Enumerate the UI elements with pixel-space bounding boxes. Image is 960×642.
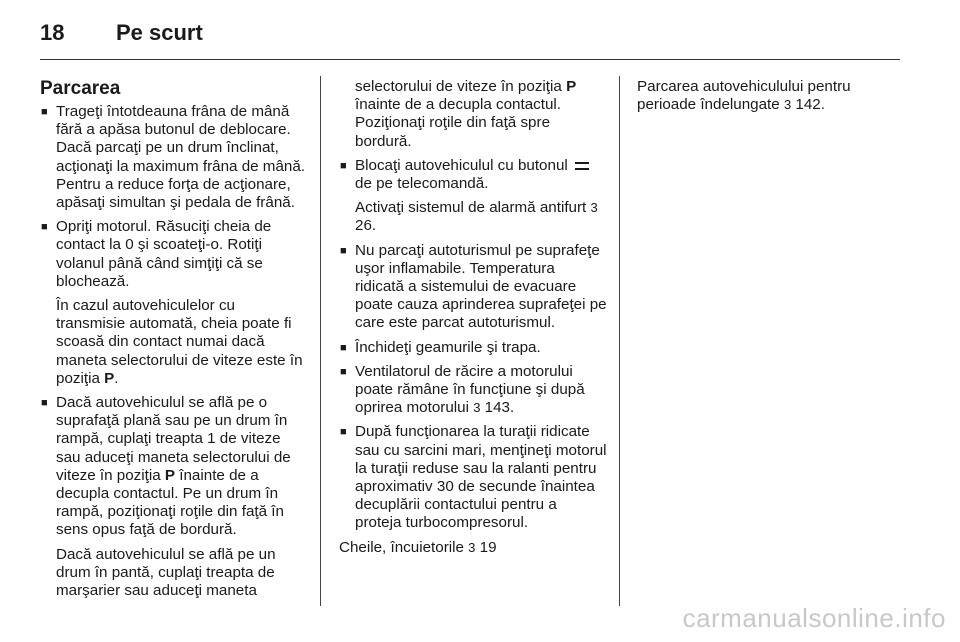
page-reference[interactable]: 143. — [484, 399, 515, 417]
lock-button-icon — [575, 162, 589, 170]
page-ref-arrow-icon: 3 — [590, 200, 598, 216]
bullet-handbrake: ■ Trageţi întotdeauna frâna de mână fără a apăsa butonul de deblocare. Dacă parcaţi pe un drum înclinat, acţionaţi la maximum frâna de mână. Pentru a reduce forţa de acţionare, apăsaţi simultan şi pedala de frână. — [40, 103, 308, 212]
column-divider-1 — [320, 76, 321, 606]
note-automatic-transmission: În cazul autovehiculelor cu transmisie automată, cheia poate fi scoasă din contact numai dacă maneta selectorului de viteze este în poziţia P. — [56, 297, 303, 387]
page-number: 18 — [40, 20, 65, 45]
column-3 — [637, 78, 905, 120]
page-ref-arrow-icon: 3 — [473, 400, 481, 416]
bullet-lock-vehicle: ■ Blocaţi autovehiculul cu butonul de pe telecomandă. — [339, 157, 607, 193]
page-ref-arrow-icon: 3 — [783, 97, 792, 113]
header-divider — [40, 59, 900, 60]
cross-reference-keys: Cheile, încuietorile 3 19 — [339, 538, 497, 556]
continued-text: selectorului de viteze în poziţia P înainte de a decupla contactul. Poziţionaţi roţile din faţă spre bordură. — [355, 78, 577, 150]
page-ref-arrow-icon: 3 — [468, 539, 476, 555]
bullet-flat-or-uphill: ■ Dacă autovehiculul se află pe o suprafaţă plană sau pe un drum în rampă, cuplaţi treapta 1 de viteze sau aduceţi maneta selectorului de viteze în poziţia P înainte de a decupla contactul. Pe un drum în rampă, poziţionaţi roţile din faţă în sens opus faţă de bordură. — [40, 394, 308, 540]
section-heading: Parcarea — [40, 78, 121, 99]
bullet-flammable-surfaces: ■ Nu parcaţi autoturismul pe suprafeţe uşor inflamabile. Temperatura ridicată a sistemului de evacuare poate cauza aprinderea suprafeţei pe care este parcat autoturismul. — [339, 242, 607, 333]
page-header — [40, 20, 203, 50]
page-title: Pe scurt — [116, 20, 203, 45]
page-reference[interactable]: 26. — [355, 217, 377, 235]
bullet-stop-engine: ■ Opriţi motorul. Răsuciţi cheia de contact la 0 şi scoateţi-o. Rotiţi volanul până când simţiţi că se blochează. — [40, 218, 308, 291]
column-1 — [40, 78, 308, 606]
page-reference[interactable]: 142. — [795, 96, 825, 114]
page-reference[interactable]: 19 — [479, 538, 497, 556]
note-anti-theft-alarm: Activaţi sistemul de alarmă antifurt 3 26. — [355, 199, 598, 235]
column-divider-2 — [619, 76, 620, 606]
watermark: carmanualsonline.info — [682, 603, 946, 633]
bullet-cooling-fan: ■ Ventilatorul de răcire a motorului poate rămâne în funcţiune şi după oprirea motorului 3 143. — [339, 363, 607, 418]
column-2 — [339, 78, 607, 563]
bullet-close-windows: ■ Închideţi geamurile şi trapa. — [339, 339, 607, 357]
bullet-turbocharger: ■ După funcţionarea la turaţii ridicate sau cu sarcini mari, menţineţi motorul la turaţii reduse sau la ralanti pentru aproximativ 30 de secunde înaintea decuplării contactului pentru a proteja turbocompresorul. — [339, 423, 607, 532]
note-downhill: Dacă autovehiculul se află pe un drum în pantă, cuplaţi treapta de marşarier sau aduceţi maneta — [56, 545, 276, 600]
cross-reference-long-term-parking: Parcarea autovehiculului pentru perioade îndelungate 3 142. — [637, 78, 851, 114]
